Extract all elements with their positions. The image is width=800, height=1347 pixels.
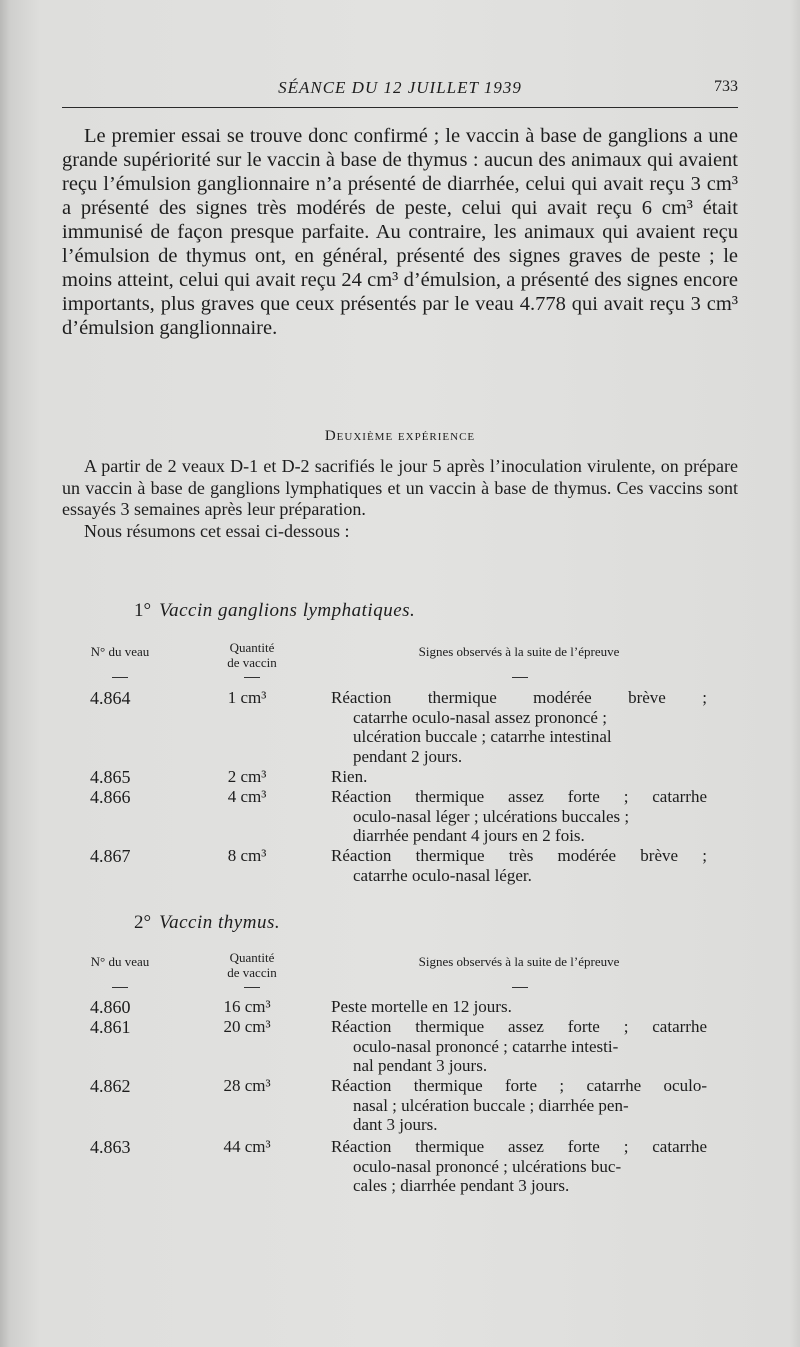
column-header-calf: N° du veau	[90, 954, 150, 969]
observed-signs	[331, 1017, 707, 1076]
column-dash	[512, 987, 528, 988]
calf-number: 4.865	[90, 767, 131, 787]
table-1-title	[134, 600, 415, 622]
table-2-title	[134, 912, 280, 934]
vaccine-quantity: 1 cm³	[227, 688, 267, 707]
vaccine-quantity: 28 cm³	[223, 1076, 271, 1095]
calf-number: 4.860	[90, 997, 131, 1017]
sign-line: Réaction thermique très modérée brève ;	[331, 846, 707, 865]
sign-line: Réaction thermique modérée brève ;	[331, 688, 707, 707]
sign-line: oculo-nasal prononcé ; ulcérations buc-	[353, 1156, 622, 1176]
column-dash	[244, 677, 260, 678]
observed-signs	[331, 767, 707, 787]
column-dash	[512, 677, 528, 678]
sign-line: pendant 2 jours.	[353, 746, 463, 766]
vaccine-quantity: 2 cm³	[227, 767, 267, 786]
sign-line: oculo-nasal prononcé ; catarrhe intesti-	[353, 1036, 619, 1056]
column-header-qty	[197, 950, 307, 980]
sign-line: nasal ; ulcération buccale ; diarrhée pen-	[353, 1095, 629, 1115]
sign-line: Réaction thermique forte ; catarrhe oculo-	[331, 1076, 707, 1095]
sign-line: Réaction thermique assez forte ; catarrhe	[331, 1137, 707, 1156]
column-dash	[244, 987, 260, 988]
header-rule	[62, 107, 738, 108]
calf-number: 4.864	[90, 688, 131, 708]
sign-line: oculo-nasal léger ; ulcérations buccales ;	[353, 806, 630, 826]
column-header-qty-line2: de vaccin	[227, 965, 277, 980]
vaccine-quantity: 20 cm³	[223, 1017, 271, 1036]
section-title: Deuxième expérience	[324, 428, 476, 444]
column-dash	[112, 677, 128, 678]
sign-line: Réaction thermique assez forte ; catarrhe	[331, 1017, 707, 1036]
column-dash	[112, 987, 128, 988]
sign-line: Peste mortelle en 12 jours.	[331, 997, 512, 1016]
column-header-qty-line2: de vaccin	[227, 655, 277, 670]
paragraph-experiment	[62, 456, 738, 542]
sign-line: ulcération buccale ; catarrhe intestinal	[353, 727, 612, 746]
paragraph-3-text: Nous résumons cet essai ci-dessous :	[84, 520, 350, 541]
observed-signs	[331, 846, 707, 885]
observed-signs	[331, 1137, 707, 1196]
calf-number: 4.867	[90, 846, 131, 866]
sign-line: catarrhe oculo-nasal léger.	[353, 865, 532, 885]
observed-signs	[331, 997, 707, 1017]
sign-line: diarrhée pendant 4 jours en 2 fois.	[353, 826, 585, 845]
calf-number: 4.866	[90, 787, 131, 807]
header-title: SÉANCE DU 12 JUILLET 1939	[278, 78, 522, 97]
vaccine-quantity: 16 cm³	[223, 997, 271, 1016]
sign-line: Réaction thermique assez forte ; catarrhe	[331, 787, 707, 806]
sign-line: cales ; diarrhée pendant 3 jours.	[353, 1176, 570, 1195]
table-2-number: 2°	[134, 912, 152, 933]
observed-signs	[331, 787, 707, 846]
calf-number: 4.862	[90, 1076, 131, 1096]
sign-line: Rien.	[331, 767, 368, 786]
vaccine-quantity: 8 cm³	[227, 846, 267, 865]
column-header-qty-line1: Quantité	[229, 950, 275, 965]
vaccine-quantity: 44 cm³	[223, 1137, 271, 1156]
column-header-calf: N° du veau	[90, 644, 150, 659]
table-2-name: Vaccin thymus.	[159, 912, 281, 933]
observed-signs	[331, 1076, 707, 1135]
sign-line: catarrhe oculo-nasal assez prononcé ;	[353, 707, 607, 727]
sign-line: nal pendant 3 jours.	[353, 1056, 488, 1075]
paragraph-2-text: A partir de 2 veaux D-1 et D-2 sacrifiés le jour 5 après l’inoculation virulente, on prépare un vaccin à base de ganglions lymphatiques et un vaccin à base de thymus. Ces vaccins sont essayés 3 semaines après leur préparation.	[62, 456, 738, 519]
column-header-qty-line1: Quantité	[229, 640, 275, 655]
paragraph-1-text: Le premier essai se trouve donc confirmé ; le vaccin à base de ganglions a une grande supériorité sur le vaccin à base de thymus : aucun des animaux qui avaient reçu l’émulsion ganglionnaire n’a présenté de diarrhée, celui qui avait reçu 3 cm³ a présenté des signes très modérés de peste, celui qui avait reçu 6 cm³ était immunisé de façon presque parfaite. Au contraire, les animaux qui avaient reçu l’émulsion de thymus ont, en général, présenté des signes graves de peste ; le moins atteint, celui qui avait reçu 24 cm³ d’émulsion, a présenté des signes encore importants, plus graves que ceux présentés par le veau 4.778 qui avait reçu 3 cm³ d’émulsion ganglionnaire.	[62, 125, 738, 339]
page-number: 733	[714, 78, 738, 95]
sign-line: dant 3 jours.	[353, 1115, 438, 1134]
table-1-number: 1°	[134, 600, 152, 621]
paragraph-conclusion	[62, 124, 738, 340]
column-header-signs: Signes observés à la suite de l’épreuve	[418, 644, 620, 659]
calf-number: 4.861	[90, 1017, 131, 1037]
vaccine-quantity: 4 cm³	[227, 787, 267, 806]
table-1-name: Vaccin ganglions lymphatiques.	[159, 600, 416, 621]
column-header-signs: Signes observés à la suite de l’épreuve	[418, 954, 620, 969]
running-header	[62, 78, 738, 102]
column-header-qty	[197, 640, 307, 670]
observed-signs	[331, 688, 707, 766]
calf-number: 4.863	[90, 1137, 131, 1157]
